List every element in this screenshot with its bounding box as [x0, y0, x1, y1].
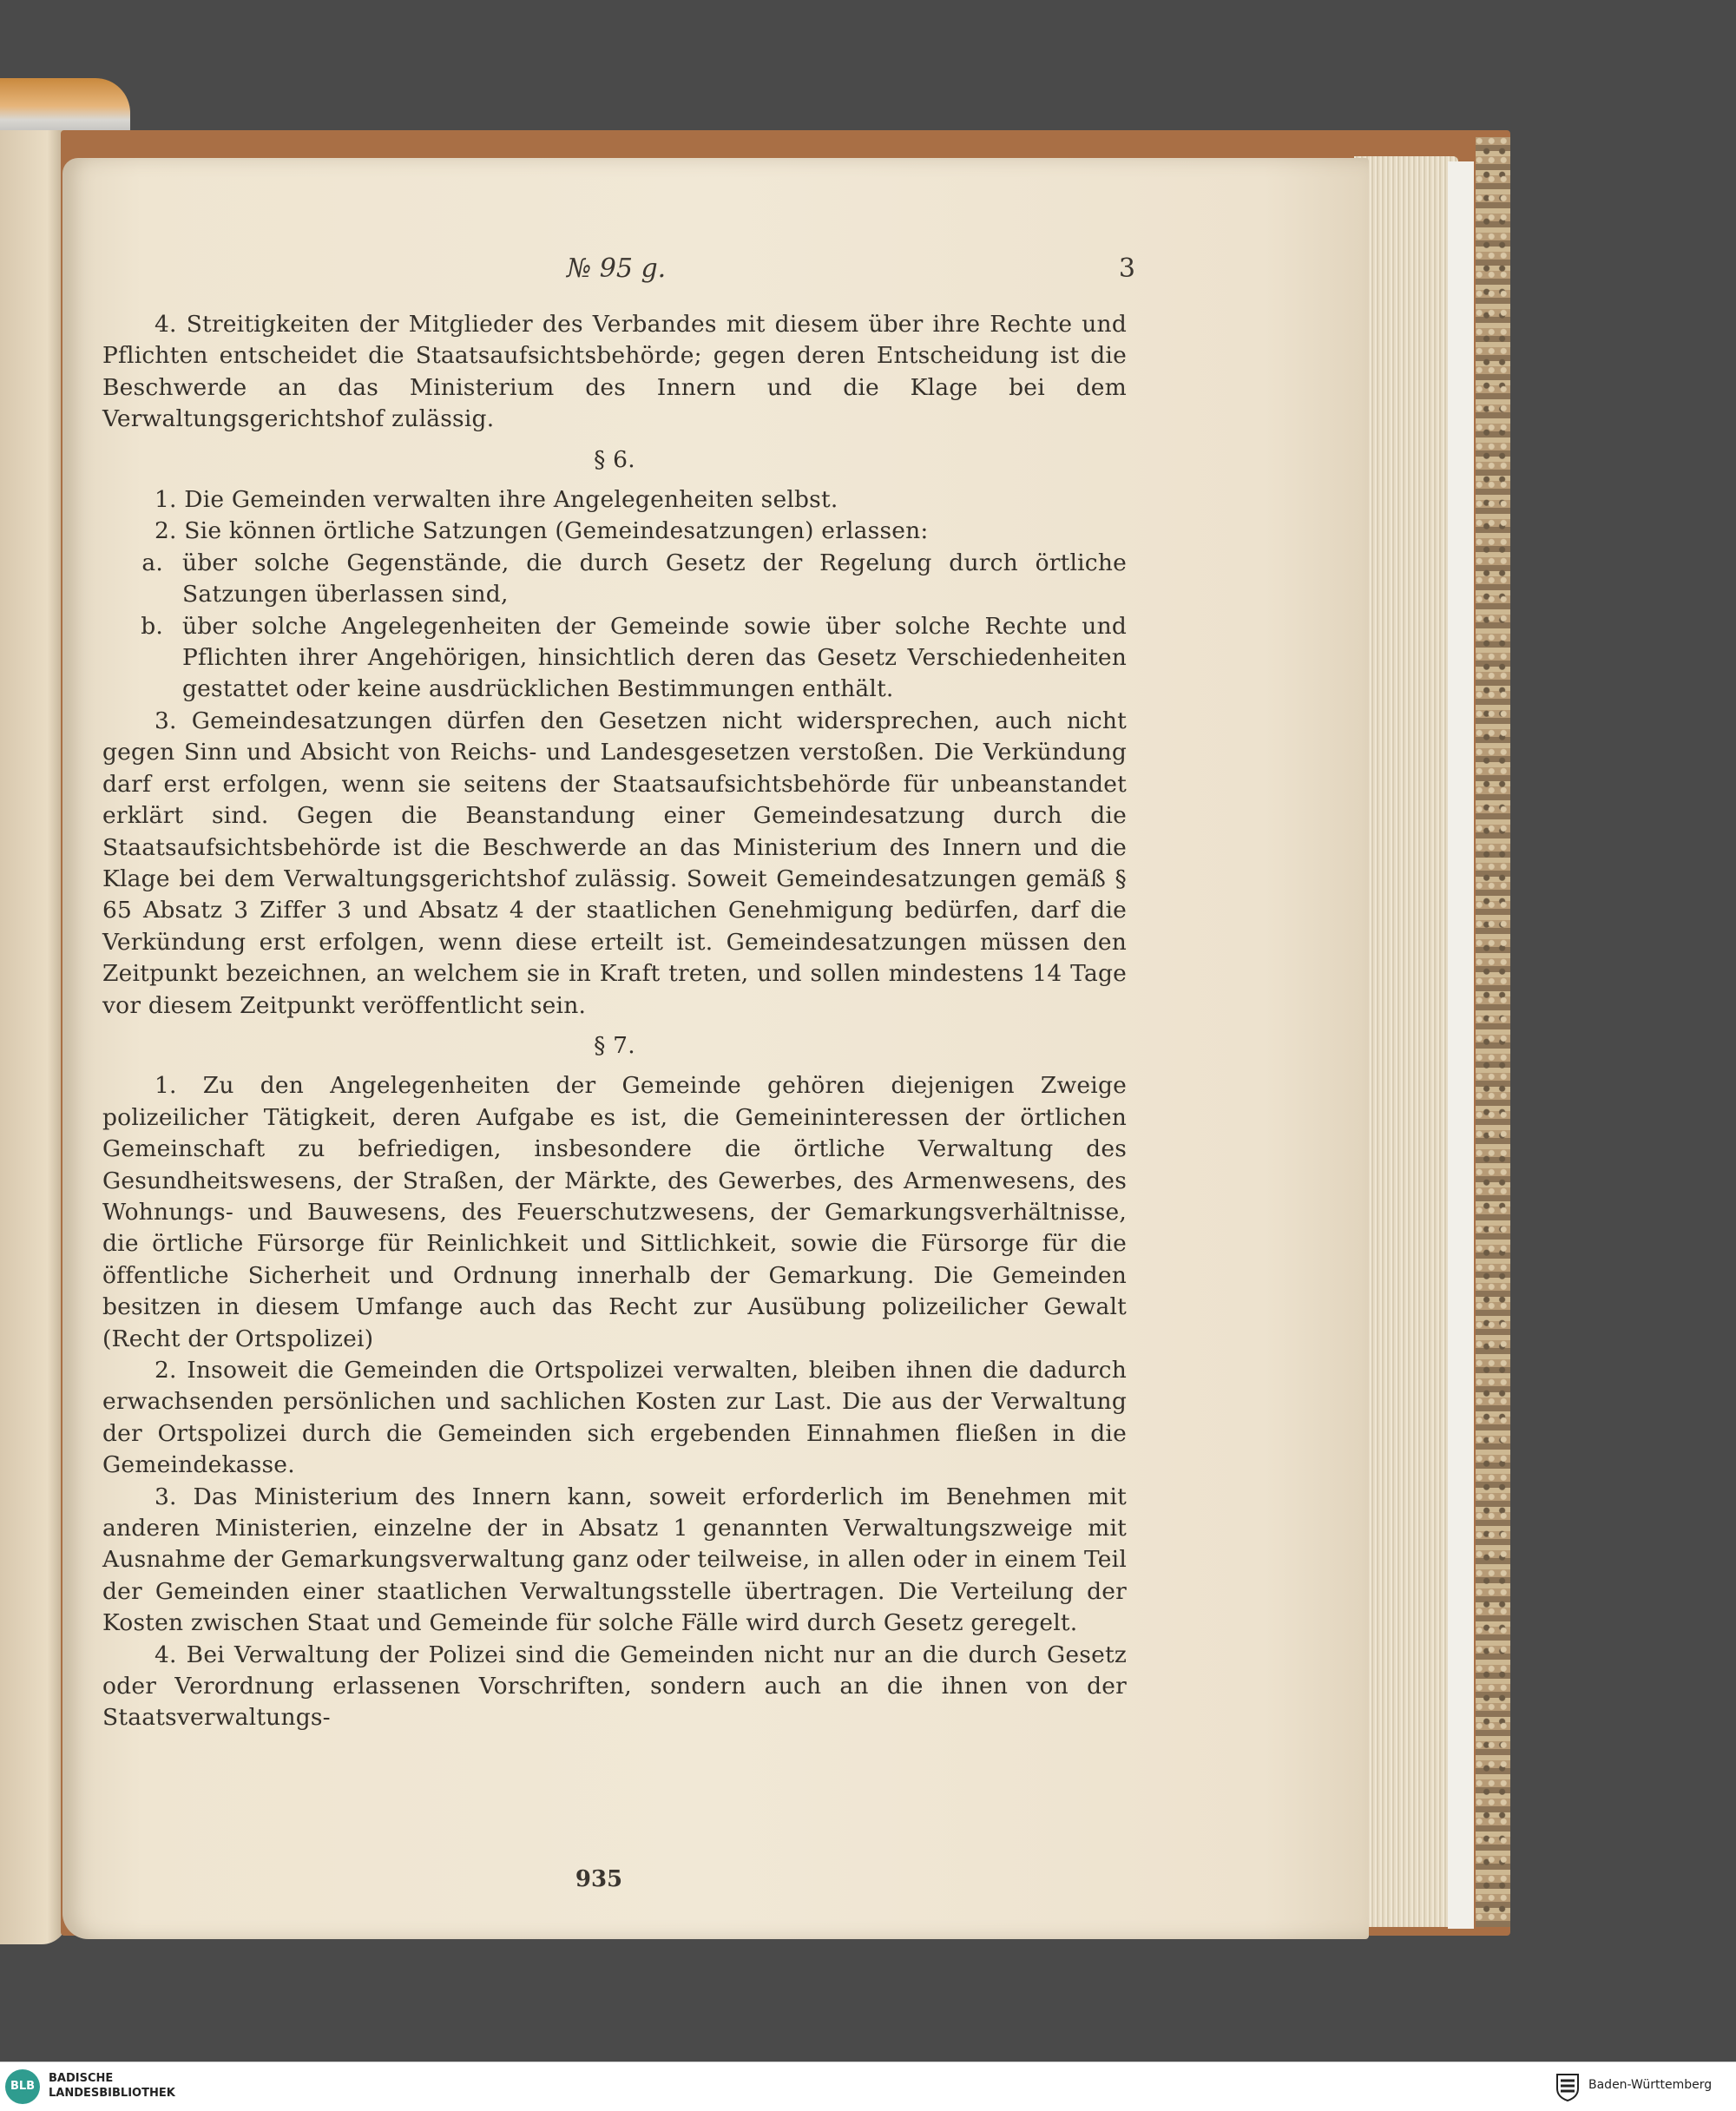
paragraph-5-4: 4. Streitigkeiten der Mitglieder des Verbandes mit diesem über ihre Rechte und Pflichten entscheidet die Staatsaufsichtsbehörde; gegen deren Entscheidung ist die Beschwerde an das Ministerium des Innern und die Klage bei dem Verwaltungsgerichtshof zulässig.: [102, 311, 1127, 433]
paragraph-7-2: 2. Insoweit die Gemeinden die Ortspolizei verwalten, bleiben ihnen die dadurch erwachsenden persönlichen und sachlichen Kosten zur Last. Die aus der Verwaltung der Ortspolizei durch die Gemeinden sich ergebenden Einnahmen fließen in die Gemeindekasse.: [102, 1357, 1127, 1479]
paragraph-7-1: 1. Zu den Angelegenheiten der Gemeinde gehören diejenigen Zweige polizeilicher Tätigkeit, deren Aufgabe es ist, die Gemeininteressen der örtlichen Gemeinschaft zu befriedigen, insbesondere die örtliche Verwaltung des Gesundheitswesens, der Straßen, der Märkte, des Gewerbes, des Armenwesens, des Wohnungs- und Bauwesens, des Feuerschutzwesens, der Gemarkungsverhältnisse, die örtliche Fürsorge für Reinlichkeit und Sittlichkeit, sowie die Fürsorge für die öffentliche Sicherheit und Ordnung innerhalb der Gemarkung. Die Gemeinden besitzen in diesem Umfange auch das Recht zur Ausübung polizeilicher Gewalt (Recht der Ortspolizei): [102, 1072, 1127, 1352]
paragraph-6-2: 2. Sie können örtliche Satzungen (Gemeindesatzungen) erlassen:: [155, 517, 929, 545]
list-label-a: a.: [141, 549, 163, 576]
paper-flap: [1448, 161, 1474, 1929]
list-label-b: b.: [141, 612, 163, 640]
folio-number: 935: [575, 1866, 623, 1892]
list-item-a: [102, 548, 1127, 611]
paragraph-6-3: 3. Gemeindesatzungen dürfen den Gesetzen nicht widersprechen, auch nicht gegen Sinn und Absicht von Reichs- und Landesgesetzen verstoßen. Die Verkündung darf erst erfolgen, wenn sie seitens der Staatsaufsichtsbehörde für unbeanstandet erklärt sind. Gegen die Beanstandung einer Gemeindesatzung durch die Staatsaufsichtsbehörde ist die Beschwerde an das Ministerium des Innern und die Klage bei dem Verwaltungsgerichtshof zulässig. Soweit Gemeindesatzungen gemäß § 65 Absatz 3 Ziffer 3 und Absatz 4 der staatlichen Genehmigung bedürfen, darf die Verkündung erst erfolgen, wenn diese erteilt ist. Gemeindesatzungen müssen den Zeitpunkt bezeichnen, an welchem sie in Kraft treten, und sollen mindestens 14 Tage vor diesem Zeitpunkt veröffentlicht sein.: [102, 707, 1127, 1019]
paragraph-7-3: 3. Das Ministerium des Innern kann, soweit erforderlich im Benehmen mit anderen Ministerien, einzelne der in Absatz 1 genannten Verwaltungszweige mit Ausnahme der Gemarkungsverwaltung ganz oder teilweise, in allen oder in einem Teil der Gemeinden einer staatlichen Verwaltungsstelle übertragen. Die Verteilung der Kosten zwischen Staat und Gemeinde für solche Fälle wird durch Gesetz geregelt.: [102, 1483, 1127, 1637]
page-text: [102, 309, 1127, 1734]
page-stack-edge: [1354, 156, 1458, 1927]
list-text-a: über solche Gegenstände, die durch Gesetz der Regelung durch örtliche Satzungen überlassen sind,: [182, 549, 1127, 608]
running-header: [0, 253, 1736, 288]
list-text-b: über solche Angelegenheiten der Gemeinde sowie über solche Rechte und Pflichten ihrer Angehörigen, hinsichtlich deren das Gesetz Verschiedenheiten gestattet oder keine ausdrücklichen Bestimmungen enthält.: [182, 612, 1127, 703]
state-name[interactable]: Baden-Württemberg: [1588, 2078, 1713, 2092]
paragraph-7-4: 4. Bei Verwaltung der Polizei sind die Gemeinden nicht nur an die durch Gesetz oder Verordnung erlassenen Vorschriften, sondern auch an die ihnen von der Staatsverwaltungs-: [102, 1641, 1127, 1732]
marbled-edge: [1476, 137, 1510, 1927]
header-page-number: 3: [1118, 253, 1135, 284]
header-number: № 95 g.: [566, 253, 667, 284]
left-page: [0, 130, 68, 1944]
list-item-b: [102, 611, 1127, 706]
library-name-line1: BADISCHE: [49, 2072, 114, 2085]
paragraph-6-1: 1. Die Gemeinden verwalten ihre Angelegenheiten selbst.: [155, 486, 838, 514]
section-7-heading: § 7.: [594, 1031, 635, 1059]
blb-logo-icon[interactable]: BLB: [5, 2069, 40, 2104]
coat-of-arms-icon: [1555, 2073, 1580, 2102]
section-6-heading: § 6.: [594, 445, 635, 473]
footer-bar: [0, 2062, 1736, 2111]
library-name-line2: LANDESBIBLIOTHEK: [49, 2087, 175, 2100]
library-name[interactable]: [49, 2071, 222, 2101]
